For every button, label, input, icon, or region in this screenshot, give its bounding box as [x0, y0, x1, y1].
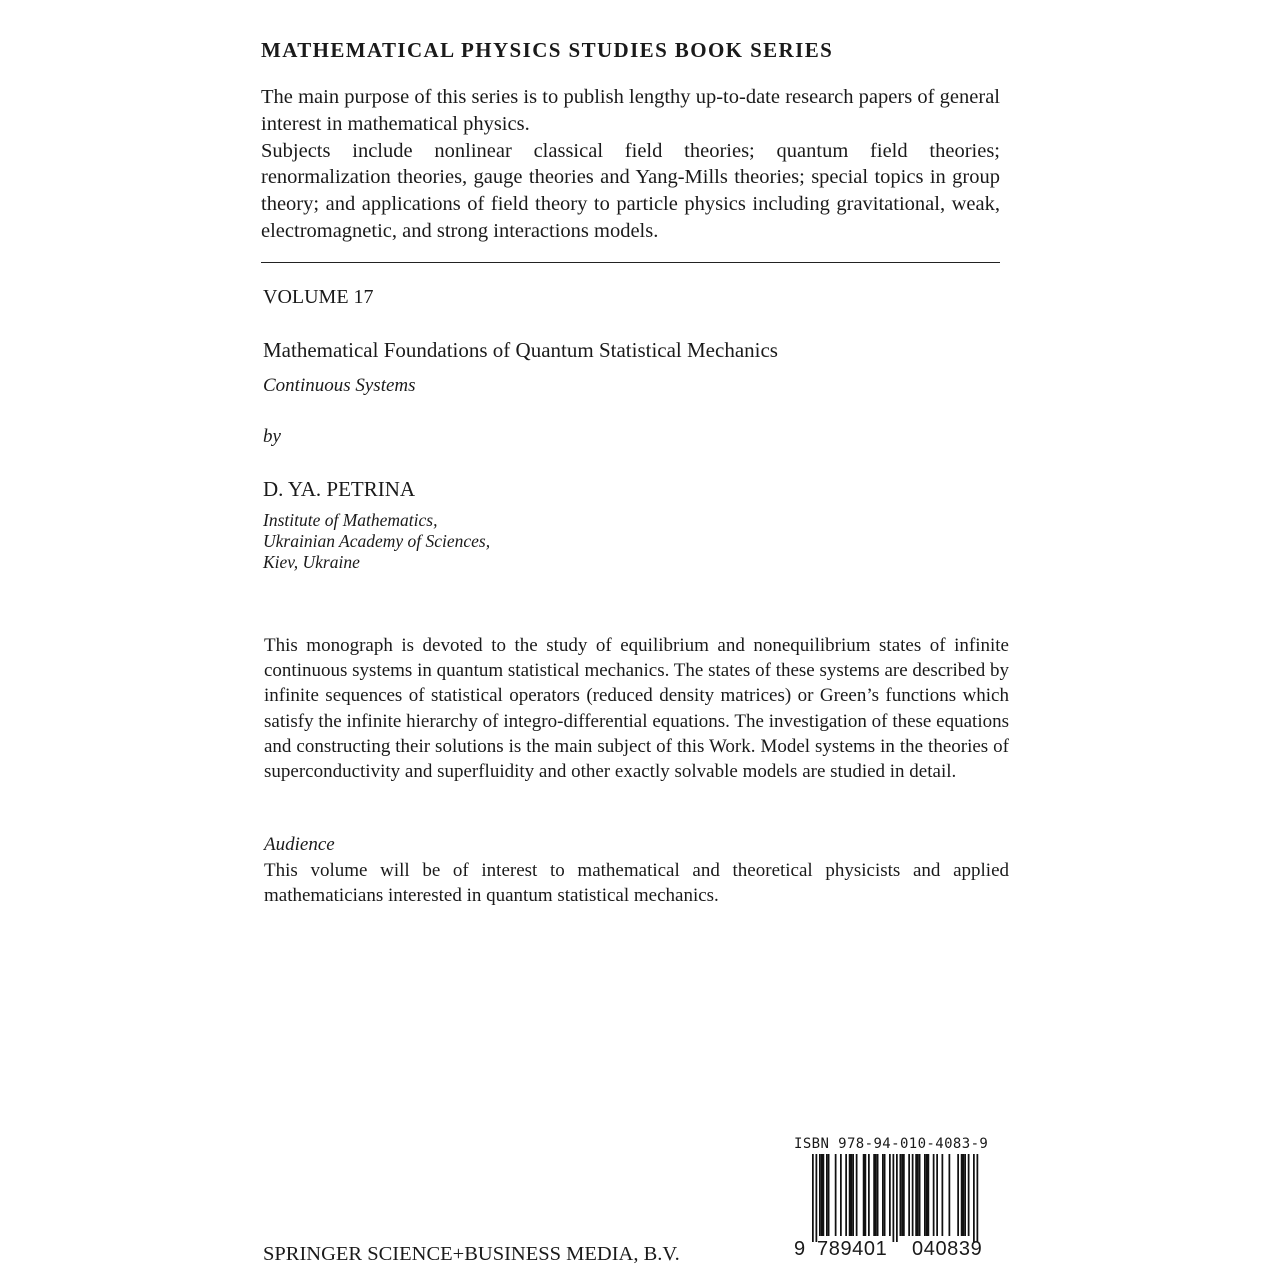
series-purpose: The main purpose of this series is to publish lengthy up-to-date research papers of general interest in mathematical physics.	[261, 86, 1000, 135]
affiliation-line: Institute of Mathematics,	[263, 510, 438, 530]
barcode-guard-bar	[896, 1154, 898, 1242]
barcode-bar	[908, 1154, 910, 1236]
series-subjects: Subjects include nonlinear classical field theories; quantum field theories; renormalization theories, gauge theories and Yang-Mills theories; special topics in group theory; and applications of field theory to particle physics including gravitational, weak, electromagnetic, and strong interactions models.	[261, 139, 1000, 242]
barcode-bar	[875, 1154, 877, 1236]
barcode-bar	[877, 1154, 879, 1236]
barcode-bar	[828, 1154, 830, 1236]
barcode-bar	[964, 1154, 966, 1236]
barcode-bar	[826, 1154, 828, 1236]
barcode-bar	[968, 1154, 970, 1236]
barcode-guard-bar	[893, 1154, 895, 1242]
book-title: Mathematical Foundations of Quantum Statistical Mechanics	[263, 338, 778, 362]
affiliation-line: Kiev, Ukraine	[263, 552, 360, 572]
barcode-image	[790, 1154, 1016, 1242]
author-affiliation	[263, 510, 490, 573]
series-description	[261, 84, 1000, 245]
isbn-label: ISBN 978-94-010-4083-9	[794, 1136, 989, 1152]
barcode-bar	[915, 1154, 917, 1236]
barcode-bar	[900, 1154, 902, 1236]
barcode-bar	[917, 1154, 919, 1236]
barcode-bar	[926, 1154, 928, 1236]
barcode-right-digits: 040839	[912, 1238, 983, 1260]
barcode-bar	[823, 1154, 825, 1236]
barcode-bar	[949, 1154, 951, 1236]
barcode-bar	[849, 1154, 851, 1236]
barcode-first-digit: 9	[794, 1238, 806, 1260]
barcode-guard-bar	[816, 1154, 818, 1242]
barcode-bar	[821, 1154, 823, 1236]
barcode-bar	[924, 1154, 926, 1236]
isbn-barcode-block	[790, 1136, 1016, 1264]
barcode-bar	[819, 1154, 821, 1236]
barcode-guard-bar	[973, 1154, 975, 1242]
barcode-left-digits: 789401	[817, 1238, 888, 1260]
author-name: D. YA. PETRINA	[263, 477, 416, 501]
barcode-bar	[845, 1154, 847, 1236]
barcode-bar	[942, 1154, 944, 1236]
barcode-bar	[882, 1154, 884, 1236]
barcode-bar	[903, 1154, 905, 1236]
publisher-name: SPRINGER SCIENCE+BUSINESS MEDIA, B.V.	[263, 1243, 680, 1265]
audience-heading: Audience	[264, 834, 335, 855]
barcode-bar	[901, 1154, 903, 1236]
book-subtitle: Continuous Systems	[263, 375, 416, 396]
barcode-bar	[868, 1154, 870, 1236]
barcode-bar	[919, 1154, 921, 1236]
audience-description: This volume will be of interest to mathematical and theoretical physicists and applied mathematicians interested in quantum statistical mechanics.	[264, 860, 1009, 907]
barcode-bar	[961, 1154, 963, 1236]
barcode-bar	[889, 1154, 891, 1236]
barcode-bar	[957, 1154, 959, 1236]
barcode-bar	[936, 1154, 938, 1236]
barcode-bar	[852, 1154, 854, 1236]
barcode-bar	[856, 1154, 858, 1236]
book-abstract: This monograph is devoted to the study of equilibrium and nonequilibrium states of infinite continuous systems in quantum statistical mechanics. The states of these systems are described by infinite sequences of statistical operators (reduced density matrices) or Green’s functions which satisfy the infinite hierarchy of integro-differential equations. The investigation of these equations and constructing their solutions is the main subject of this Work. Model systems in the theories of superconductivity and superfluidity and other exactly solvable models are studied in detail.	[264, 635, 1009, 783]
series-title: MATHEMATICAL PHYSICS STUDIES BOOK SERIES	[261, 38, 834, 62]
barcode-guard-bar	[812, 1154, 814, 1242]
barcode-bar	[963, 1154, 965, 1236]
affiliation-line: Ukrainian Academy of Sciences,	[263, 531, 491, 551]
barcode-bar	[863, 1154, 865, 1236]
barcode-bar	[873, 1154, 875, 1236]
section-divider	[261, 262, 1000, 263]
barcode-guard-bar	[977, 1154, 979, 1242]
barcode-bar	[865, 1154, 867, 1236]
by-line: by	[263, 426, 281, 447]
barcode-bar	[933, 1154, 935, 1236]
barcode-bar	[912, 1154, 914, 1236]
barcode-bar	[928, 1154, 930, 1236]
volume-number: VOLUME 17	[263, 286, 374, 308]
barcode-bar	[835, 1154, 837, 1236]
barcode-bar	[851, 1154, 853, 1236]
barcode-bar	[884, 1154, 886, 1236]
barcode-bar	[840, 1154, 842, 1236]
